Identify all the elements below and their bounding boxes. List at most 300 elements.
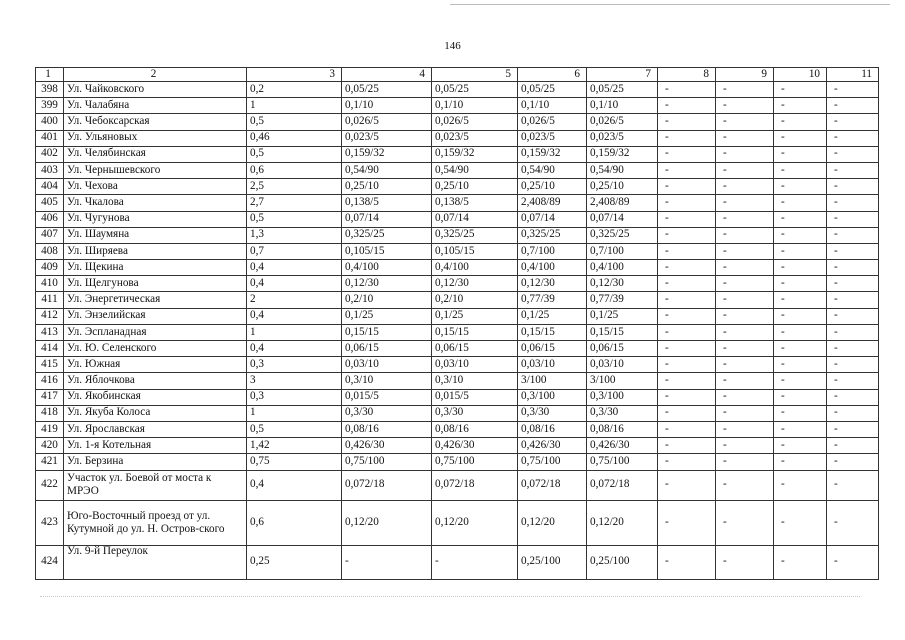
- col11-value: -: [827, 341, 879, 357]
- col4-value: 0,3/30: [342, 405, 432, 421]
- col8-value: -: [658, 341, 716, 357]
- table-row: [36, 243, 879, 259]
- col11-value: -: [827, 260, 879, 276]
- col4-value: 0,25/10: [342, 179, 432, 195]
- table-row: [36, 341, 879, 357]
- street-name: Ул. Чернышевского: [64, 162, 247, 178]
- street-name: Ул. Эспланадная: [64, 324, 247, 340]
- col9-value: -: [716, 292, 774, 308]
- col3-value: 0,6: [247, 500, 342, 545]
- col3-value: 2,5: [247, 179, 342, 195]
- col9-value: -: [716, 227, 774, 243]
- col4-value: 0,2/10: [342, 292, 432, 308]
- column-header-5: 5: [432, 68, 518, 82]
- col10-value: -: [774, 405, 827, 421]
- table-row: [36, 500, 879, 545]
- col7-value: 0,4/100: [587, 260, 658, 276]
- street-name: Ул. Щекина: [64, 260, 247, 276]
- col5-value: 0,105/15: [432, 243, 518, 259]
- col11-value: -: [827, 276, 879, 292]
- col6-value: 0,54/90: [518, 162, 587, 178]
- column-header-4: 4: [342, 68, 432, 82]
- col7-value: 0,026/5: [587, 114, 658, 130]
- col5-value: 0,1/25: [432, 308, 518, 324]
- table-row: [36, 421, 879, 437]
- col6-value: 0,023/5: [518, 130, 587, 146]
- col4-value: 0,03/10: [342, 357, 432, 373]
- col4-value: 0,325/25: [342, 227, 432, 243]
- row-number: 414: [36, 341, 64, 357]
- col6-value: 0,12/20: [518, 500, 587, 545]
- col11-value: -: [827, 405, 879, 421]
- col7-value: 0,072/18: [587, 470, 658, 500]
- col8-value: -: [658, 421, 716, 437]
- col11-value: -: [827, 500, 879, 545]
- row-number: 413: [36, 324, 64, 340]
- col3-value: 1: [247, 324, 342, 340]
- street-name: Ул. Яблочкова: [64, 373, 247, 389]
- col4-value: 0,426/30: [342, 438, 432, 454]
- col9-value: -: [716, 373, 774, 389]
- col5-value: 0,023/5: [432, 130, 518, 146]
- col9-value: -: [716, 470, 774, 500]
- table-row: [36, 162, 879, 178]
- col5-value: 0,325/25: [432, 227, 518, 243]
- table-row: [36, 179, 879, 195]
- table-row: [36, 438, 879, 454]
- street-name: Ул. Ширяева: [64, 243, 247, 259]
- col4-value: 0,4/100: [342, 260, 432, 276]
- col5-value: 0,06/15: [432, 341, 518, 357]
- street-name: Ул. Чайковского: [64, 82, 247, 98]
- row-number: 406: [36, 211, 64, 227]
- col10-value: -: [774, 438, 827, 454]
- col11-value: -: [827, 545, 879, 579]
- row-number: 416: [36, 373, 64, 389]
- col6-value: 0,75/100: [518, 454, 587, 470]
- table-row: [36, 82, 879, 98]
- row-number: 410: [36, 276, 64, 292]
- col5-value: 0,026/5: [432, 114, 518, 130]
- col8-value: -: [658, 470, 716, 500]
- col9-value: -: [716, 260, 774, 276]
- col6-value: 0,05/25: [518, 82, 587, 98]
- col4-value: 0,07/14: [342, 211, 432, 227]
- col10-value: -: [774, 130, 827, 146]
- col7-value: 0,25/100: [587, 545, 658, 579]
- col6-value: 0,159/32: [518, 146, 587, 162]
- col10-value: -: [774, 470, 827, 500]
- row-number: 420: [36, 438, 64, 454]
- col7-value: 0,3/30: [587, 405, 658, 421]
- street-name: Ул. Чехова: [64, 179, 247, 195]
- street-name: Ул. Чугунова: [64, 211, 247, 227]
- col3-value: 0,4: [247, 260, 342, 276]
- col5-value: 0,12/30: [432, 276, 518, 292]
- row-number: 412: [36, 308, 64, 324]
- col10-value: -: [774, 308, 827, 324]
- col3-value: 0,5: [247, 211, 342, 227]
- col8-value: -: [658, 227, 716, 243]
- row-number: 403: [36, 162, 64, 178]
- col6-value: 0,325/25: [518, 227, 587, 243]
- col6-value: 0,426/30: [518, 438, 587, 454]
- col9-value: -: [716, 195, 774, 211]
- col10-value: -: [774, 276, 827, 292]
- col10-value: -: [774, 341, 827, 357]
- col11-value: -: [827, 470, 879, 500]
- col9-value: -: [716, 405, 774, 421]
- col6-value: 3/100: [518, 373, 587, 389]
- col3-value: 3: [247, 373, 342, 389]
- col8-value: -: [658, 146, 716, 162]
- col10-value: -: [774, 227, 827, 243]
- col11-value: -: [827, 211, 879, 227]
- table-row: [36, 260, 879, 276]
- col6-value: 0,06/15: [518, 341, 587, 357]
- header-row: [36, 68, 879, 82]
- col9-value: -: [716, 357, 774, 373]
- col4-value: 0,54/90: [342, 162, 432, 178]
- street-name: Ул. Ю. Селенского: [64, 341, 247, 357]
- street-name: Ул. Чебоксарская: [64, 114, 247, 130]
- street-name: Ул. Якуба Колоса: [64, 405, 247, 421]
- row-number: 424: [36, 545, 64, 579]
- table-row: [36, 98, 879, 114]
- col8-value: -: [658, 324, 716, 340]
- row-number: 405: [36, 195, 64, 211]
- col8-value: -: [658, 162, 716, 178]
- col9-value: -: [716, 454, 774, 470]
- col10-value: -: [774, 82, 827, 98]
- col4-value: 0,08/16: [342, 421, 432, 437]
- col5-value: 0,15/15: [432, 324, 518, 340]
- col5-value: 0,159/32: [432, 146, 518, 162]
- street-name: Ул. Ярославская: [64, 421, 247, 437]
- col3-value: 0,75: [247, 454, 342, 470]
- col5-value: 0,4/100: [432, 260, 518, 276]
- col8-value: -: [658, 373, 716, 389]
- table-row: [36, 211, 879, 227]
- row-number: 400: [36, 114, 64, 130]
- col9-value: -: [716, 438, 774, 454]
- col6-value: 0,15/15: [518, 324, 587, 340]
- street-name: Ул. 9-й Переулок: [64, 545, 247, 579]
- col4-value: 0,1/10: [342, 98, 432, 114]
- col5-value: 0,08/16: [432, 421, 518, 437]
- col5-value: 0,015/5: [432, 389, 518, 405]
- table-row: [36, 545, 879, 579]
- col8-value: -: [658, 292, 716, 308]
- col4-value: 0,015/5: [342, 389, 432, 405]
- col11-value: -: [827, 243, 879, 259]
- col7-value: 0,023/5: [587, 130, 658, 146]
- col7-value: 0,1/10: [587, 98, 658, 114]
- col7-value: 0,12/20: [587, 500, 658, 545]
- street-name: Ул. Ульяновых: [64, 130, 247, 146]
- col4-value: 0,072/18: [342, 470, 432, 500]
- col8-value: -: [658, 211, 716, 227]
- col9-value: -: [716, 146, 774, 162]
- col11-value: -: [827, 438, 879, 454]
- row-number: 399: [36, 98, 64, 114]
- col4-value: 0,75/100: [342, 454, 432, 470]
- row-number: 422: [36, 470, 64, 500]
- col5-value: 0,05/25: [432, 82, 518, 98]
- col7-value: 0,426/30: [587, 438, 658, 454]
- col7-value: 0,159/32: [587, 146, 658, 162]
- col7-value: 0,06/15: [587, 341, 658, 357]
- col4-value: 0,15/15: [342, 324, 432, 340]
- col9-value: -: [716, 341, 774, 357]
- col3-value: 1,3: [247, 227, 342, 243]
- col11-value: -: [827, 454, 879, 470]
- table-row: [36, 454, 879, 470]
- street-name: Ул. Южная: [64, 357, 247, 373]
- col4-value: 0,105/15: [342, 243, 432, 259]
- scan-artifact-line: [40, 596, 860, 598]
- table-row: [36, 276, 879, 292]
- col7-value: 0,75/100: [587, 454, 658, 470]
- col6-value: 0,25/10: [518, 179, 587, 195]
- col3-value: 0,46: [247, 130, 342, 146]
- col7-value: 0,07/14: [587, 211, 658, 227]
- col3-value: 0,6: [247, 162, 342, 178]
- col10-value: -: [774, 211, 827, 227]
- col4-value: 0,023/5: [342, 130, 432, 146]
- street-name: Ул. Энергетическая: [64, 292, 247, 308]
- table-row: [36, 130, 879, 146]
- street-name: Ул. Якобинская: [64, 389, 247, 405]
- street-name: Ул. 1-я Котельная: [64, 438, 247, 454]
- col8-value: -: [658, 276, 716, 292]
- col6-value: 0,08/16: [518, 421, 587, 437]
- col8-value: -: [658, 82, 716, 98]
- col11-value: -: [827, 98, 879, 114]
- row-number: 418: [36, 405, 64, 421]
- col4-value: 0,026/5: [342, 114, 432, 130]
- col4-value: 0,06/15: [342, 341, 432, 357]
- col6-value: 0,03/10: [518, 357, 587, 373]
- col3-value: 0,4: [247, 341, 342, 357]
- col3-value: 0,4: [247, 470, 342, 500]
- col3-value: 1,42: [247, 438, 342, 454]
- col8-value: -: [658, 389, 716, 405]
- col8-value: -: [658, 130, 716, 146]
- col8-value: -: [658, 357, 716, 373]
- row-number: 402: [36, 146, 64, 162]
- col3-value: 0,2: [247, 82, 342, 98]
- col7-value: 0,12/30: [587, 276, 658, 292]
- street-name: Ул. Чкалова: [64, 195, 247, 211]
- col3-value: 2: [247, 292, 342, 308]
- col10-value: -: [774, 146, 827, 162]
- col3-value: 1: [247, 98, 342, 114]
- column-header-8: 8: [658, 68, 716, 82]
- col7-value: 0,7/100: [587, 243, 658, 259]
- col10-value: -: [774, 454, 827, 470]
- row-number: 417: [36, 389, 64, 405]
- table-row: [36, 146, 879, 162]
- col10-value: -: [774, 243, 827, 259]
- col6-value: 0,1/10: [518, 98, 587, 114]
- column-header-3: 3: [247, 68, 342, 82]
- col3-value: 0,25: [247, 545, 342, 579]
- col8-value: -: [658, 308, 716, 324]
- row-number: 421: [36, 454, 64, 470]
- col5-value: 0,75/100: [432, 454, 518, 470]
- street-name: Ул. Чалабяна: [64, 98, 247, 114]
- col8-value: -: [658, 195, 716, 211]
- col5-value: 0,07/14: [432, 211, 518, 227]
- col6-value: 0,026/5: [518, 114, 587, 130]
- col7-value: 0,05/25: [587, 82, 658, 98]
- column-header-7: 7: [587, 68, 658, 82]
- col8-value: -: [658, 114, 716, 130]
- street-name: Ул. Берзина: [64, 454, 247, 470]
- col6-value: 0,12/30: [518, 276, 587, 292]
- col5-value: 0,072/18: [432, 470, 518, 500]
- col3-value: 0,5: [247, 114, 342, 130]
- col7-value: 0,325/25: [587, 227, 658, 243]
- col11-value: -: [827, 162, 879, 178]
- col11-value: -: [827, 324, 879, 340]
- col3-value: 0,5: [247, 421, 342, 437]
- col5-value: 0,3/30: [432, 405, 518, 421]
- col4-value: 0,3/10: [342, 373, 432, 389]
- col6-value: 0,3/100: [518, 389, 587, 405]
- col6-value: 0,25/100: [518, 545, 587, 579]
- table-row: [36, 389, 879, 405]
- col7-value: 0,77/39: [587, 292, 658, 308]
- table-row: [36, 357, 879, 373]
- col9-value: -: [716, 98, 774, 114]
- col9-value: -: [716, 276, 774, 292]
- table-row: [36, 373, 879, 389]
- col5-value: 0,1/10: [432, 98, 518, 114]
- col11-value: -: [827, 389, 879, 405]
- col5-value: 0,138/5: [432, 195, 518, 211]
- col10-value: -: [774, 545, 827, 579]
- street-name: Ул. Энзелийская: [64, 308, 247, 324]
- table-row: [36, 324, 879, 340]
- col5-value: 0,03/10: [432, 357, 518, 373]
- col10-value: -: [774, 179, 827, 195]
- col5-value: 0,12/20: [432, 500, 518, 545]
- table-row: [36, 470, 879, 500]
- col11-value: -: [827, 227, 879, 243]
- table-row: [36, 114, 879, 130]
- col8-value: -: [658, 438, 716, 454]
- col4-value: 0,138/5: [342, 195, 432, 211]
- col9-value: -: [716, 421, 774, 437]
- col10-value: -: [774, 98, 827, 114]
- col9-value: -: [716, 545, 774, 579]
- col9-value: -: [716, 308, 774, 324]
- col5-value: 0,2/10: [432, 292, 518, 308]
- col10-value: -: [774, 260, 827, 276]
- col10-value: -: [774, 162, 827, 178]
- col5-value: 0,426/30: [432, 438, 518, 454]
- col9-value: -: [716, 211, 774, 227]
- col7-value: 0,03/10: [587, 357, 658, 373]
- table-row: [36, 195, 879, 211]
- col10-value: -: [774, 114, 827, 130]
- col3-value: 0,4: [247, 276, 342, 292]
- col11-value: -: [827, 82, 879, 98]
- col9-value: -: [716, 243, 774, 259]
- col4-value: 0,159/32: [342, 146, 432, 162]
- col6-value: 0,07/14: [518, 211, 587, 227]
- col11-value: -: [827, 195, 879, 211]
- col4-value: 0,12/30: [342, 276, 432, 292]
- col8-value: -: [658, 98, 716, 114]
- col3-value: 0,7: [247, 243, 342, 259]
- col8-value: -: [658, 179, 716, 195]
- col9-value: -: [716, 179, 774, 195]
- col10-value: -: [774, 292, 827, 308]
- col6-value: 0,77/39: [518, 292, 587, 308]
- col11-value: -: [827, 292, 879, 308]
- column-header-6: 6: [518, 68, 587, 82]
- col6-value: 0,4/100: [518, 260, 587, 276]
- col4-value: 0,12/20: [342, 500, 432, 545]
- col6-value: 2,408/89: [518, 195, 587, 211]
- col8-value: -: [658, 500, 716, 545]
- col11-value: -: [827, 373, 879, 389]
- col7-value: 2,408/89: [587, 195, 658, 211]
- table-row: [36, 227, 879, 243]
- col3-value: 1: [247, 405, 342, 421]
- col10-value: -: [774, 389, 827, 405]
- col3-value: 0,5: [247, 146, 342, 162]
- col3-value: 0,3: [247, 357, 342, 373]
- column-header-1: 1: [36, 68, 64, 82]
- col6-value: 0,7/100: [518, 243, 587, 259]
- col11-value: -: [827, 130, 879, 146]
- row-number: 419: [36, 421, 64, 437]
- col7-value: 0,54/90: [587, 162, 658, 178]
- col8-value: -: [658, 545, 716, 579]
- col10-value: -: [774, 500, 827, 545]
- col10-value: -: [774, 357, 827, 373]
- col9-value: -: [716, 82, 774, 98]
- col5-value: 0,25/10: [432, 179, 518, 195]
- col7-value: 0,08/16: [587, 421, 658, 437]
- col9-value: -: [716, 114, 774, 130]
- col4-value: -: [342, 545, 432, 579]
- street-name: Ул. Щелгунова: [64, 276, 247, 292]
- table-row: [36, 292, 879, 308]
- page-number: 146: [444, 40, 461, 52]
- col10-value: -: [774, 421, 827, 437]
- column-header-11: 11: [827, 68, 879, 82]
- col4-value: 0,1/25: [342, 308, 432, 324]
- col7-value: 0,15/15: [587, 324, 658, 340]
- col5-value: -: [432, 545, 518, 579]
- col10-value: -: [774, 195, 827, 211]
- col3-value: 0,3: [247, 389, 342, 405]
- col7-value: 0,25/10: [587, 179, 658, 195]
- col9-value: -: [716, 389, 774, 405]
- col10-value: -: [774, 373, 827, 389]
- col9-value: -: [716, 130, 774, 146]
- row-number: 423: [36, 500, 64, 545]
- street-name: Участок ул. Боевой от моста к МРЭО: [64, 470, 247, 500]
- col4-value: 0,05/25: [342, 82, 432, 98]
- col8-value: -: [658, 405, 716, 421]
- col6-value: 0,3/30: [518, 405, 587, 421]
